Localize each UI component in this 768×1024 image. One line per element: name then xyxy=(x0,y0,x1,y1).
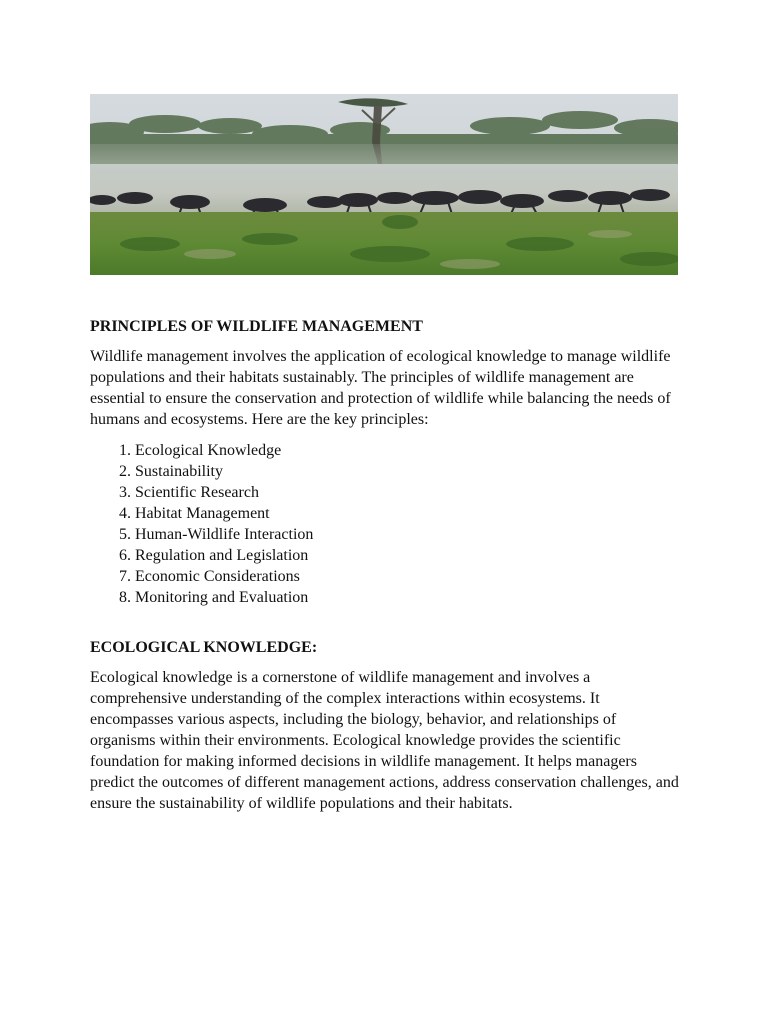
document-body xyxy=(90,318,690,814)
list-item: 8. Monitoring and Evaluation xyxy=(135,587,690,608)
principles-list xyxy=(90,440,690,608)
wildebeest-herd-image xyxy=(90,94,678,275)
section-heading-principles: PRINCIPLES OF WILDLIFE MANAGEMENT xyxy=(90,318,423,335)
list-item: 6. Regulation and Legislation xyxy=(135,545,690,566)
list-item: 7. Economic Considerations xyxy=(135,566,690,587)
list-item: 3. Scientific Research xyxy=(135,482,690,503)
list-item: 5. Human-Wildlife Interaction xyxy=(135,524,690,545)
ecological-knowledge-section xyxy=(90,639,690,814)
section-heading-ecological-knowledge: ECOLOGICAL KNOWLEDGE: xyxy=(90,639,318,656)
list-item: 4. Habitat Management xyxy=(135,503,690,524)
ecological-knowledge-paragraph: Ecological knowledge is a cornerstone of wildlife management and involves a comprehensive understanding of the complex interactions within ecosystems. It encompasses various aspects, including the biology, behavior, and relationships of organisms within their environments. Ecological knowledge provides the scientific foundation for making informed decisions in wildlife management. It helps managers predict the outcomes of different management actions, address conservation challenges, and ensure the sustainability of wildlife populations and their habitats. xyxy=(90,669,679,812)
intro-paragraph: Wildlife management involves the application of ecological knowledge to manage wildlife populations and their habitats sustainably. The principles of wildlife management are essential to ensure the conservation and protection of wildlife while balancing the needs of humans and ecosystems. Here are the key principles: xyxy=(90,348,671,428)
list-item: 1. Ecological Knowledge xyxy=(135,440,690,461)
list-item: 2. Sustainability xyxy=(135,461,690,482)
